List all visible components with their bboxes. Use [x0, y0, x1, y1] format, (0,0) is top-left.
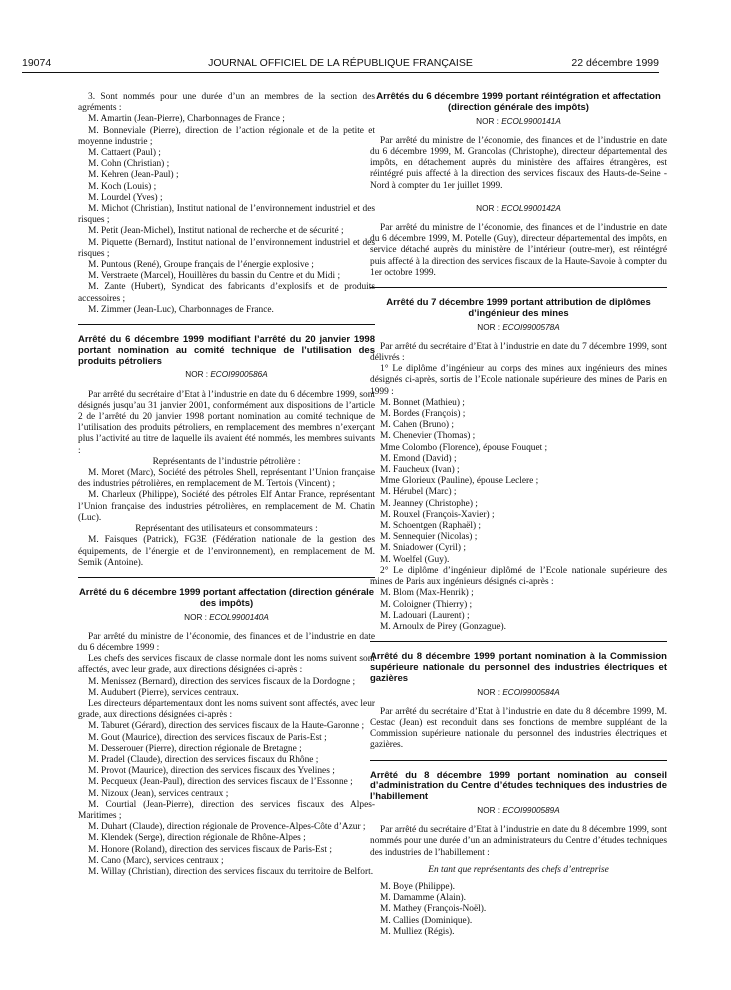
decree-title-commission: Arrêté du 8 décembre 1999 portant nomination à la Commission supérieure nationale du personnel des industries électriques et gazières [370, 651, 667, 684]
list-item: M. Courtial (Jean-Pierre), direction des services fiscaux des Alpes-Maritimes ; [78, 799, 375, 821]
decree-paragraph: Par arrêté du secrétaire d’Etat à l’industrie en date du 8 décembre 1999, M. Cestac (Jean) est reconduit dans ses fonctions de membre suppléant de la Commission supérieure nationale du personnel des industries électriques et gazières. [370, 706, 667, 751]
list-item: M. Faucheux (Ivan) ; [380, 465, 460, 476]
engineer-list [370, 398, 667, 566]
decree-title-board: Arrêté du 8 décembre 1999 portant nomination au conseil d’administration du Centre d’études techniques des industries de l’habillement [370, 769, 667, 803]
decree-paragraph: Les chefs des services fiscaux de classe normale dont les noms suivent sont affectés, avec leur grade, aux directions désignées ci-après : [78, 654, 375, 676]
section-divider [370, 760, 667, 761]
section-divider [370, 287, 667, 288]
list-item: M. Bonnet (Mathieu) ; [380, 397, 465, 408]
list-item: M. Bordes (François) ; [380, 409, 466, 420]
list-item: M. Koch (Louis) ; [88, 181, 157, 192]
intro-paragraph: 3. Sont nommés pour une durée d’un an membres de la section des agréments : [78, 92, 375, 114]
nor-reference: NOR : ECOI9900586A [185, 370, 268, 380]
list-item: M. Verstraete (Marcel), Houillères du bassin du Centre et du Midi ; [88, 271, 341, 282]
section-divider [370, 641, 667, 642]
list-item: M. Piquette (Bernard), Institut national de l’environnement industriel et des risques ; [78, 237, 375, 259]
list-item: Mme Glorieux (Pauline), épouse Leclere ; [380, 476, 539, 487]
subheading: En tant que représentants des chefs d’entreprise [428, 864, 609, 875]
subheading: Représentant des utilisateurs et consommateurs : [135, 524, 318, 535]
list-item: M. Arnoulx de Pirey (Gonzague). [380, 621, 507, 632]
nor-reference: NOR : ECOI9900578A [477, 322, 560, 332]
list-item: M. Jeanney (Christophe) ; [380, 498, 478, 509]
list-item: M. Lourdel (Yves) ; [88, 192, 163, 203]
list-item: M. Audubert (Pierre), services centraux. [88, 687, 239, 698]
list-item: M. Honore (Roland), direction des services fiscaux de Paris-Est ; [88, 844, 332, 855]
assignment-list [78, 721, 375, 878]
list-item: M. Damamme (Alain). [380, 893, 466, 904]
page-header [22, 57, 659, 73]
decree-paragraph: Par arrêté du ministre de l’économie, des finances et de l’industrie en date du 6 décembre 1999, M. Grancolas (Christophe), directeur départemental des impôts, en détachement auprès du ministère des affaires étrangères, est réintégré puis affecté à la direction des services fiscaux des Hauts-de-Seine - Nord à compter du 1er juillet 1999. [370, 135, 667, 191]
list-item: M. Cattaert (Paul) ; [88, 148, 161, 159]
list-item: M. Bonneviale (Pierre), direction de l’action régionale et de la petite et moyenne industrie ; [78, 125, 375, 147]
list-item: M. Sniadower (Cyril) ; [380, 543, 466, 554]
list-item: M. Ladouari (Laurent) ; [380, 610, 470, 621]
list-item: M. Coloigner (Thierry) ; [380, 599, 473, 610]
decree-title-petroleum: Arrêté du 6 décembre 1999 modifiant l’arrêté du 20 janvier 1998 portant nomination au comité technique de l’utilisation des produits pétroliers [78, 334, 375, 367]
list-item: M. Woelfel (Guy). [380, 554, 450, 565]
list-item: Mme Colombo (Florence), épouse Fouquet ; [380, 442, 548, 453]
list-item: M. Mulliez (Régis). [380, 926, 455, 937]
decree-paragraph: Par arrêté du ministre de l’économie, des finances et de l’industrie en date du 6 décembre 1999 : [78, 631, 375, 653]
list-item: M. Chenevier (Thomas) ; [380, 431, 476, 442]
list-item: M. Pradel (Claude), direction des services fiscaux du Rhône ; [88, 754, 319, 765]
list-item: M. Provot (Maurice), direction des services fiscaux des Yvelines ; [88, 766, 335, 777]
list-item: M. Gout (Maurice), direction des services fiscaux de Paris-Est ; [88, 732, 327, 743]
list-item: M. Menissez (Bernard), direction des services fiscaux de la Dordogne ; [88, 676, 356, 687]
list-item: M. Sennequier (Nicolas) ; [380, 532, 478, 543]
list-item: M. Puntous (René), Groupe français de l’énergie explosive ; [88, 260, 314, 271]
list-item: M. Willay (Christian), direction des services fiscaux du territoire de Belfort. [88, 866, 374, 877]
decree-paragraph: Par arrêté du secrétaire d’Etat à l’industrie en date du 6 décembre 1999, sont désignés jusqu’au 31 janvier 2001, conformément aux dispositions de l’article 2 de l’arrêté du 20 janvier 1998 portant nomination au comité technique de l’utilisation des produits pétroliers, en remplacement des membres n’exerçant plus l’activité au titre de laquelle ils avaient été nommés, les membres suivants : [78, 389, 375, 456]
intro-member-list [78, 114, 375, 316]
list-item: M. Callies (Dominique). [380, 915, 473, 926]
list-item: M. Kehren (Jean-Paul) ; [88, 170, 179, 181]
list-item: M. Cohn (Christian) ; [88, 159, 170, 170]
section-divider [78, 324, 375, 325]
list-item: M. Nizoux (Jean), services centraux ; [88, 788, 229, 799]
decree-paragraph: Par arrêté du secrétaire d’Etat à l’industrie en date du 7 décembre 1999, sont délivrés : [370, 341, 667, 364]
issue-date: 22 décembre 1999 [571, 57, 659, 69]
list-item: M. Schoentgen (Raphaël) ; [380, 521, 482, 532]
list-item: M. Mathey (François-Noël). [380, 904, 487, 915]
list-item: M. Amartin (Jean-Pierre), Charbonnages de France ; [88, 114, 285, 125]
list-item: M. Zimmer (Jean-Luc), Charbonnages de France. [88, 304, 274, 315]
list-item: M. Desserouer (Pierre), direction régionale de Bretagne ; [88, 743, 302, 754]
engineer-list [370, 588, 667, 633]
right-column [370, 92, 667, 938]
nor-reference: NOR : ECOL9900141A [476, 116, 561, 126]
list-item: M. Cahen (Bruno) ; [380, 420, 454, 431]
list-item: M. Duhart (Claude), direction régionale de Provence-Alpes-Côte d’Azur ; [88, 822, 366, 833]
nor-reference: NOR : ECOL9900140A [184, 612, 269, 622]
list-item: M. Petit (Jean-Michel), Institut national de recherche et de sécurité ; [88, 226, 344, 237]
decree-title-reinstatement: Arrêtés du 6 décembre 1999 portant réintégration et affectation (direction générale des impôts) [376, 91, 661, 113]
subheading: Représentants de l’industrie pétrolière : [152, 456, 301, 467]
decree-title-diplomas: Arrêté du 7 décembre 1999 portant attribution de diplômes d’ingénieur des mines [386, 297, 651, 319]
list-item: M. Cano (Marc), services centraux ; [88, 855, 224, 866]
decree-paragraph: 2° Le diplôme d’ingénieur diplômé de l’Ecole nationale supérieure des mines de Paris aux ingénieurs désignés ci-après : [370, 565, 667, 588]
list-item: M. Blom (Max-Henrik) ; [380, 588, 474, 599]
list-item: M. Rouxel (François-Xavier) ; [380, 509, 495, 520]
decree-paragraph: 1° Le diplôme d’ingénieur au corps des mines aux ingénieurs des mines désignés ci-après, sortis de l’Ecole nationale supérieure des mines de Paris en 1999 : [370, 364, 667, 397]
administrator-list [370, 882, 667, 938]
list-item: M. Michot (Christian), Institut national de l’environnement industriel et des risques ; [78, 204, 375, 226]
list-item: M. Boye (Philippe). [380, 881, 455, 892]
decree-paragraph: Par arrêté du ministre de l’économie, des finances et de l’industrie en date du 6 décembre 1999, M. Potelle (Guy), directeur départemental des impôts, en service détaché auprès du ministère de l’intérieur (outre-mer), est réintégré puis affecté à la direction des services fiscaux de la Haute-Savoie à compter du 1er octobre 1999. [370, 223, 667, 278]
header-rule [22, 72, 659, 73]
left-column [78, 92, 375, 878]
list-item: M. Hérubel (Marc) ; [380, 487, 457, 498]
nor-reference: NOR : ECOI9900589A [477, 805, 560, 815]
decree-paragraph: Par arrêté du secrétaire d’Etat à l’industrie en date du 8 décembre 1999, sont nommés pour une durée d’un an administrateurs du Centre d’études techniques des industries de l’habillement : [370, 825, 667, 858]
decree-paragraph: Les directeurs départementaux dont les noms suivent sont affectés, avec leur grade, aux directions désignées ci-après : [78, 698, 375, 721]
list-item: M. Moret (Marc), Société des pétroles Shell, représentant l’Union française des industries pétrolières, en remplacement de M. Tertois (Vincent) ; [78, 468, 375, 490]
list-item: M. Klendek (Serge), direction régionale de Rhône-Alpes ; [88, 833, 306, 844]
list-item: M. Zante (Hubert), Syndicat des fabricants d’explosifs et de produits accessoires ; [78, 282, 375, 304]
journal-title: JOURNAL OFFICIEL DE LA RÉPUBLIQUE FRANÇAISE [208, 57, 473, 69]
section-divider [78, 577, 375, 578]
nor-reference: NOR : ECOI9900584A [477, 687, 560, 697]
assignment-list [78, 677, 375, 699]
list-item: M. Faisques (Patrick), FG3E (Fédération nationale de la gestion des équipements, de l’énergie et de l’environnement), en remplacement de M. Semik (Antoine). [78, 535, 375, 568]
page-number: 19074 [22, 57, 52, 69]
list-item: M. Taburet (Gérard), direction des services fiscaux de la Haute-Garonne ; [88, 721, 365, 732]
list-item: M. Pecqueux (Jean-Paul), direction des services fiscaux de l’Essonne ; [88, 777, 353, 788]
decree-title-assignment: Arrêté du 6 décembre 1999 portant affectation (direction générale des impôts) [78, 586, 375, 609]
nor-reference: NOR : ECOL9900142A [476, 203, 561, 213]
list-item: M. Charleux (Philippe), Société des pétroles Elf Antar France, représentant l’Union française des industries pétrolières, en remplacement de M. Chatin (Luc). [78, 490, 375, 523]
list-item: M. Emond (David) ; [380, 453, 457, 464]
